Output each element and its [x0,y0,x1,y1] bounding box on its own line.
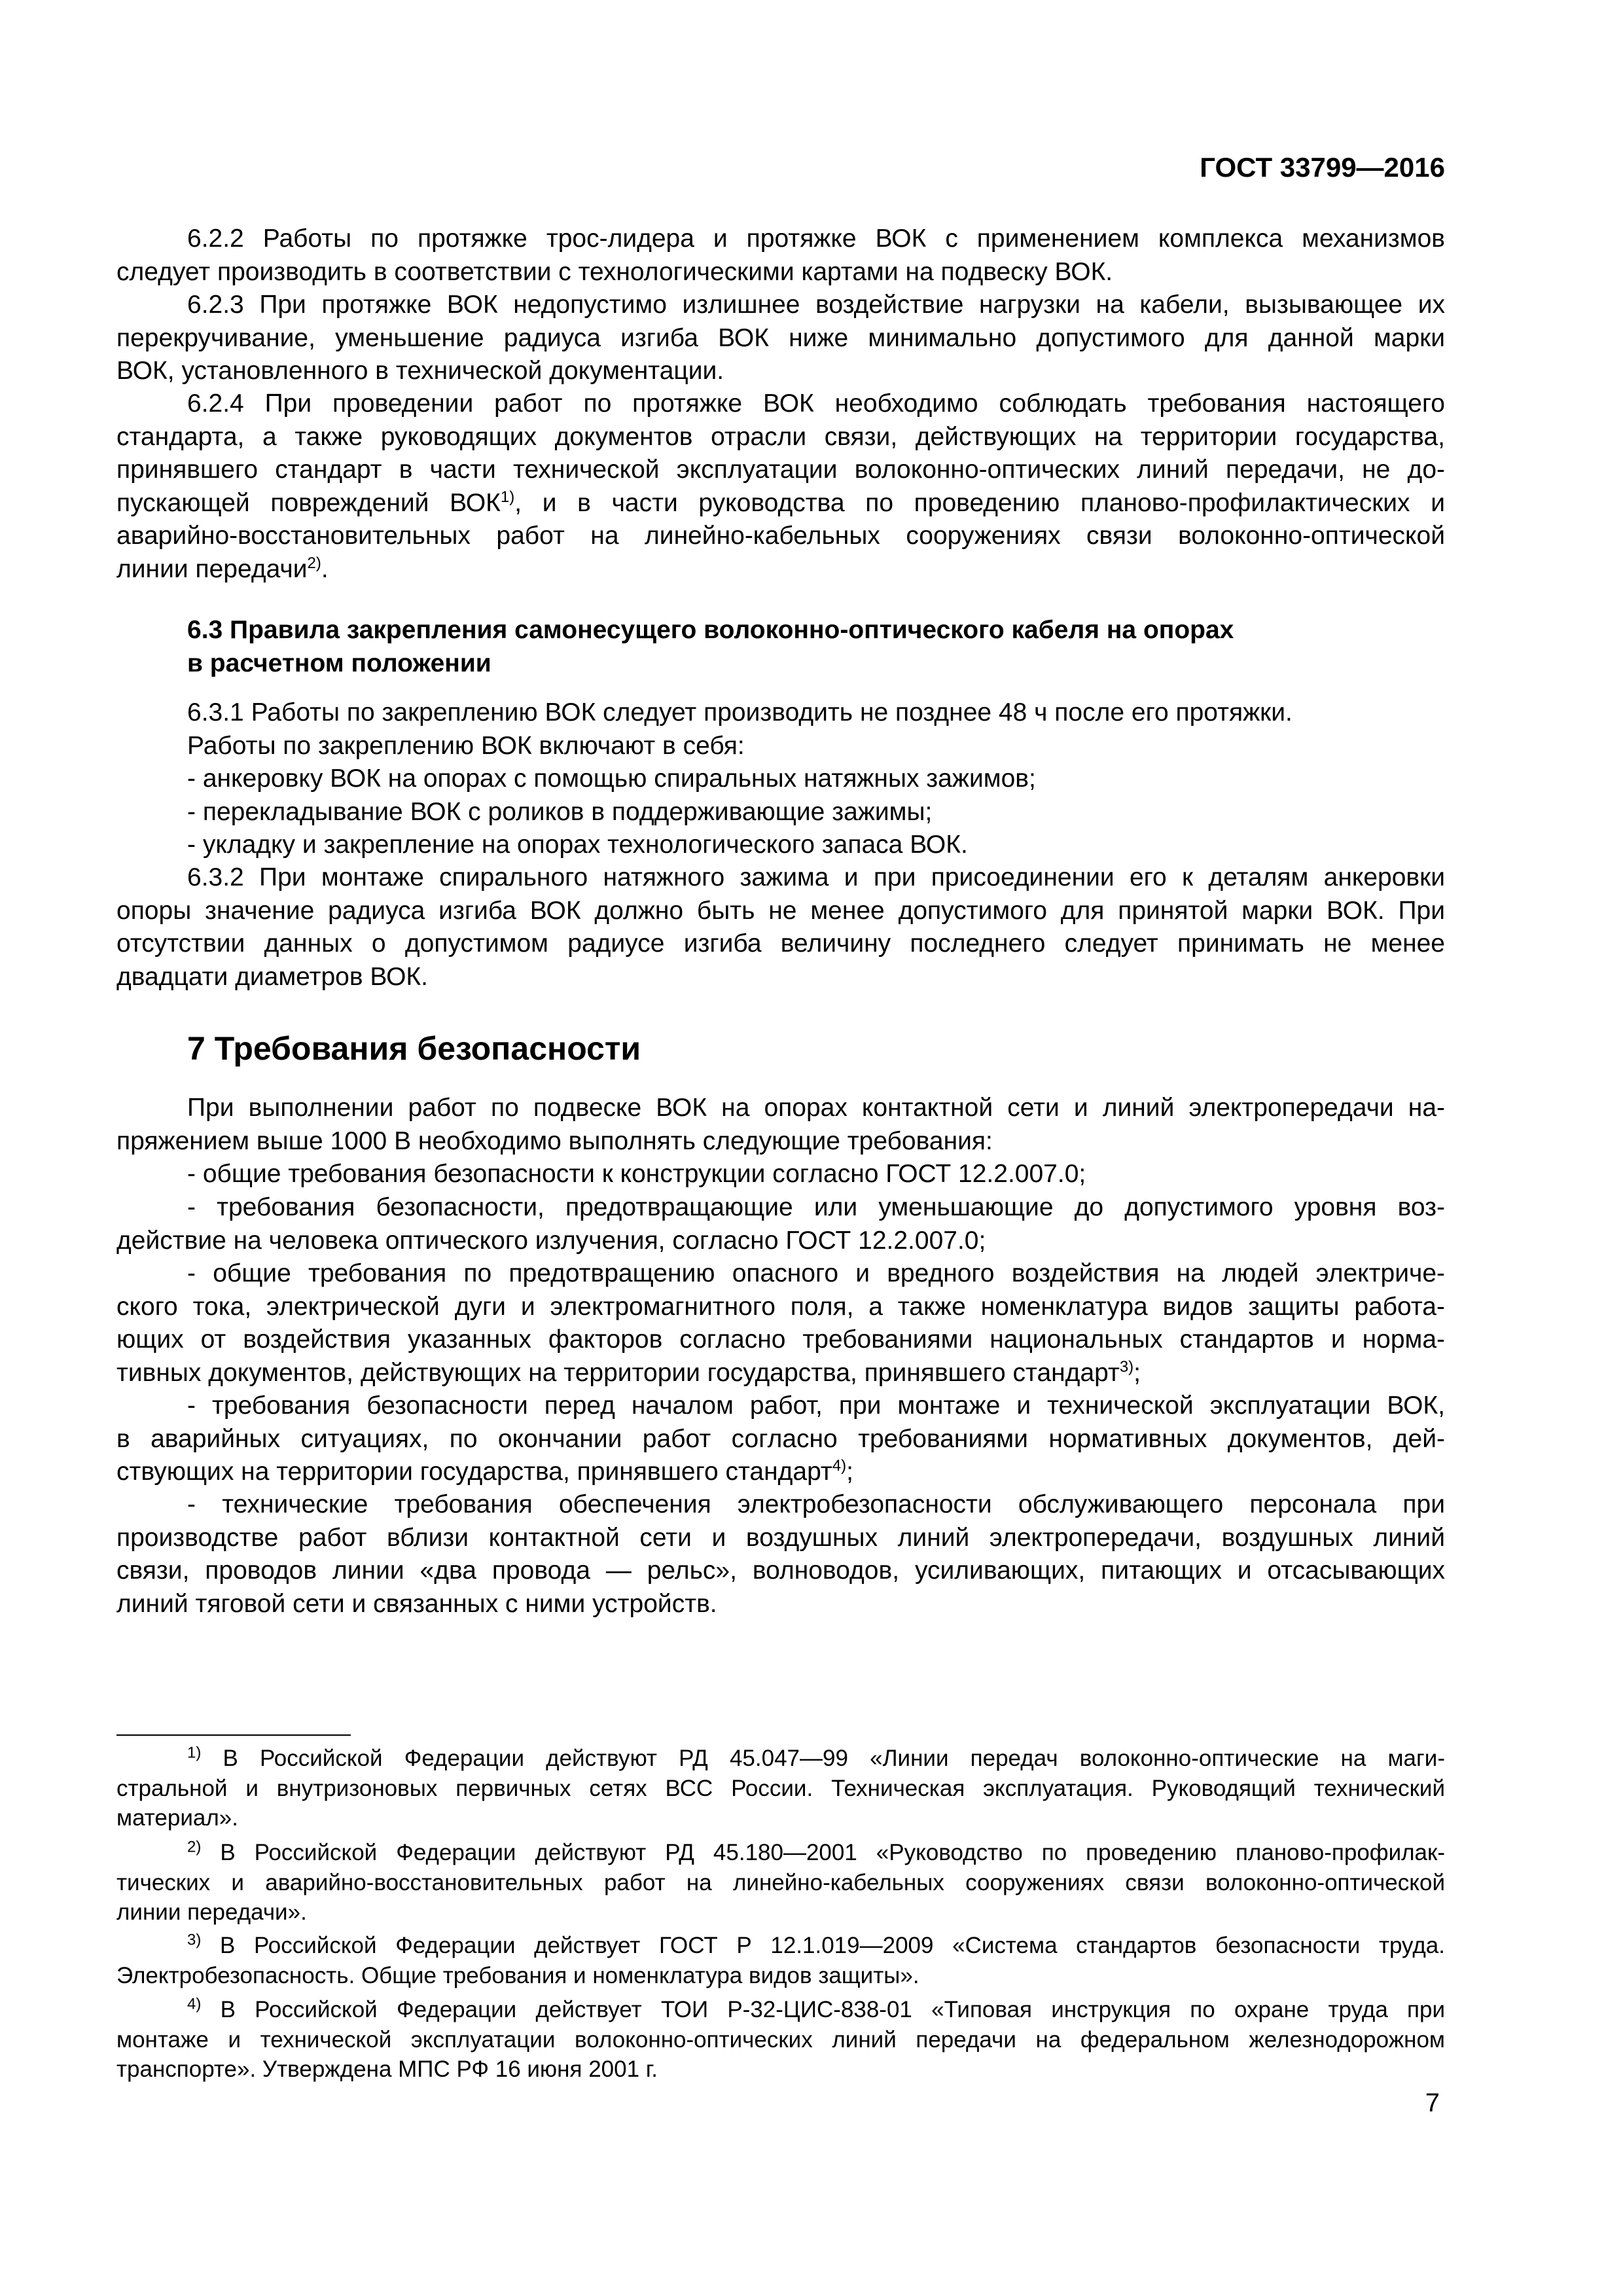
footnote-ref-3: 3) [1119,1357,1134,1376]
text-line: принявшего стандарт в части технической эксплуатации волоконно-оптических линий передачи, не до- [116,456,1445,484]
text-line: Работы по закреплению ВОК включают в себя: [187,731,745,760]
section-7-title: 7 Требования безопасности [187,1030,641,1067]
text-line: в аварийных ситуациях, по окончании работ согласно требованиями нормативных документов, дей- [116,1424,1445,1453]
text-line: 6.3.1 Работы по закреплению ВОК следует производить не позднее 48 ч после его протяжки. [187,698,1293,726]
text-run: линии передачи [116,554,308,583]
list-item: - перекладывание ВОК с роликов в поддерживающие зажимы; [187,797,933,826]
paragraph-6-3-1 [116,696,1445,862]
footnote-separator [116,1734,351,1736]
footnote-mark: 2) [187,1838,202,1856]
text-line: 6.2.3 При протяжке ВОК недопустимо излишнее воздействие нагрузки на кабели, вызывающее их [187,291,1445,319]
footnote-line: тических и аварийно-восстановительных работ на линейно-кабельных сооружениях связи волоконно-оптической [116,1869,1445,1895]
text-line: 6.3.2 При монтаже спирального натяжного зажима и при присоединении его к деталям анкеровки [187,863,1445,891]
footnote-line: линии передачи». [116,1899,307,1925]
text-run: В Российской Федерации действуют РД 45.047—99 «Линии передач волоконно-оптические на маги- [201,1746,1445,1771]
text-line [116,553,1445,586]
text-line: действие на человека оптического излучения, согласно ГОСТ 12.2.007.0; [116,1226,986,1255]
text-run: ; [846,1458,853,1486]
requirement-item-1 [116,1158,1445,1191]
footnote-line: монтаже и технической эксплуатации волоконно-оптических линий передачи на федеральном железнодорожном [116,2026,1445,2053]
text-line: производстве работ вблизи контактной сети и воздушных линий электропередачи, воздушных линий [116,1523,1445,1552]
list-item: - общие требования безопасности к конструкции согласно ГОСТ 12.2.007.0; [187,1160,1086,1188]
text-line: 6.2.2 Работы по протяжке трос-лидера и протяжке ВОК с применением комплекса механизмов [187,224,1445,253]
text-line: двадцати диаметров ВОК. [116,962,428,991]
text-line [116,1456,1445,1489]
footnote-line [116,1931,1445,1961]
footnote-4 [116,1995,1445,2085]
text-line: - требования безопасности, предотвращающие или уменьшающие до допустимого уровня воз- [187,1193,1445,1221]
footnote-line [116,1744,1445,1774]
text-run: В Российской Федерации действуют РД 45.180—2001 «Руководство по проведению планово-профилак- [201,1840,1445,1865]
footnote-3 [116,1931,1445,1990]
text-run: В Российской Федерации действует ТОИ Р-32-ЦИС-838-01 «Типовая инструкция по охране труда при [201,1997,1445,2022]
text-line: аварийно-восстановительных работ на линейно-кабельных сооружениях связи волоконно-оптической [116,522,1445,550]
footnote-line: стральной и внутризоновых первичных сетях ВСС России. Техническая эксплуатация. Руководящий технический [116,1775,1445,1801]
footnote-line: Электробезопасность. Общие требования и номенклатура видов защиты». [116,1962,919,1988]
text-line [116,487,1445,520]
text-line: стандарта, а также руководящих документов отрасли связи, действующих на территории государства, [116,422,1445,451]
text-line: опоры значение радиуса изгиба ВОК должно быть не менее допустимого для принятой марки ВОК. При [116,896,1445,925]
section-7-intro [116,1092,1445,1158]
document-code-header: ГОСТ 33799—2016 [1200,152,1445,183]
text-run: В Российской Федерации действует ГОСТ Р 12.1.019—2009 «Система стандартов безопасности труда. [201,1933,1445,1958]
footnote-line: материал». [116,1805,238,1831]
footnote-line [116,1995,1445,2025]
text-run: ствующих на территории государства, принявшего стандарт [116,1458,832,1486]
footnote-mark: 1) [187,1744,202,1762]
text-line: ющих от воздействия указанных факторов согласно требованиями национальных стандартов и норма- [116,1325,1445,1354]
requirement-item-2 [116,1191,1445,1257]
text-line: ВОК, установленного в технической документации. [116,357,724,385]
text-line: следует производить в соответствии с технологическими картами на подвеску ВОК. [116,257,1113,286]
footnote-mark: 3) [187,1931,202,1949]
text-line [116,1357,1445,1390]
subsection-title-line: в расчетном положении [187,649,491,677]
text-line: связи, проводов линии «два провода — рельс», волноводов, усиливающих, питающих и отсасывающих [116,1556,1445,1585]
text-run: тивных документов, действующих на территории государства, принявшего стандарт [116,1358,1120,1387]
footnote-ref-4: 4) [832,1457,847,1475]
text-run: . [321,554,329,583]
footnote-mark: 4) [187,1995,202,2013]
text-line: - требования безопасности перед началом работ, при монтаже и технической эксплуатации ВОК, [187,1391,1445,1420]
page-number: 7 [1425,2089,1440,2117]
list-item: - укладку и закрепление на опорах технологического запаса ВОК. [187,831,968,859]
requirement-item-3 [116,1257,1445,1390]
paragraph-6-2-2 [116,223,1445,289]
paragraph-6-2-4 [116,387,1445,586]
text-line: линий тяговой сети и связанных с ними устройств. [116,1589,717,1618]
footnote-ref-2: 2) [307,554,321,572]
text-run: ; [1133,1358,1141,1387]
footnote-ref-1: 1) [500,488,515,506]
list-item: - анкеровку ВОК на опорах с помощью спиральных натяжных зажимов; [187,764,1036,793]
text-line: ского тока, электрической дуги и электромагнитного поля, а также номенклатура видов защиты работа- [116,1292,1445,1321]
footnote-line [116,1838,1445,1868]
subsection-6-3-heading [116,614,1445,680]
requirement-item-4 [116,1390,1445,1489]
text-run: пускающей повреждений ВОК [116,488,501,517]
text-line: пряжением выше 1000 В необходимо выполнять следующие требования: [116,1126,993,1155]
footnote-line: транспорте». Утверждена МПС РФ 16 июня 2001 г. [116,2056,658,2082]
text-line: отсутствии данных о допустимом радиусе изгиба величину последнего следует принимать не менее [116,929,1445,958]
text-line: - технические требования обеспечения электробезопасности обслуживающего персонала при [187,1490,1445,1518]
paragraph-6-3-2 [116,861,1445,994]
requirement-item-5 [116,1488,1445,1621]
text-run: , и в части руководства по проведению планово-профилактических и [514,488,1445,517]
text-line: - общие требования по предотвращению опасного и вредного воздействия на людей электриче- [187,1259,1445,1287]
text-line: перекручивание, уменьшение радиуса изгиба ВОК ниже минимально допустимого для данной марки [116,323,1445,352]
footnote-2 [116,1838,1445,1928]
subsection-title-line: 6.3 Правила закрепления самонесущего волоконно-оптического кабеля на опорах [187,616,1234,644]
text-line: При выполнении работ по подвеске ВОК на опорах контактной сети и линий электропередачи на- [187,1094,1445,1122]
paragraph-6-2-3 [116,289,1445,388]
text-line: 6.2.4 При проведении работ по протяжке ВОК необходимо соблюдать требования настоящего [187,389,1445,418]
footnote-1 [116,1744,1445,1833]
